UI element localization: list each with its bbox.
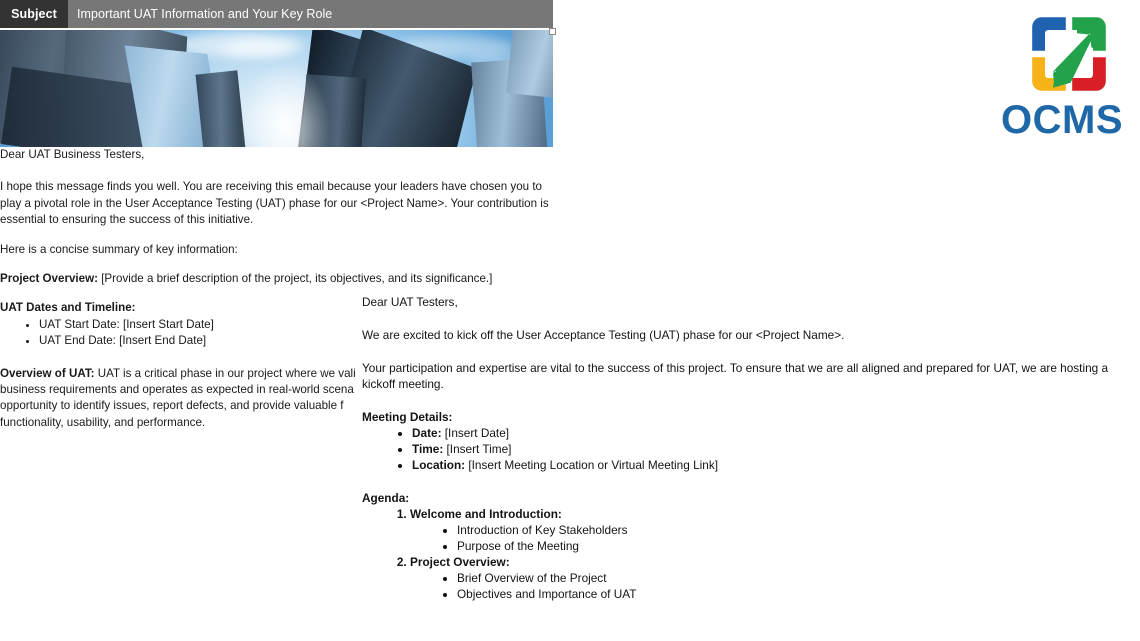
left-overview-text-1: UAT is a critical phase in our project where we vali <box>94 366 356 380</box>
agenda-sublist <box>410 522 1140 554</box>
agenda-heading-text: Agenda: <box>362 491 410 505</box>
meeting-date-label: Date: <box>412 426 442 440</box>
building-shape <box>506 30 553 99</box>
subject-label: Subject <box>0 0 68 28</box>
list-item <box>412 425 1140 441</box>
left-project-overview-label: Project Overview: <box>0 272 98 286</box>
left-paragraph-1: I hope this message finds you well. You are receiving this email because your leaders have chosen you to play a pivotal role in the User Acceptance Testing (UAT) phase for our <Project Name>. Your contribution is essential to ensuring the success of this initiative. <box>0 180 549 227</box>
right-paragraph-1: We are excited to kick off the User Acceptance Testing (UAT) phase for our <Project Name>. <box>362 328 845 342</box>
spacer <box>0 258 560 271</box>
spacer <box>362 310 1140 327</box>
agenda-sublist <box>410 570 1140 602</box>
agenda-heading <box>362 490 1140 506</box>
agenda-list <box>362 506 1140 602</box>
list-item: • Purpose of the Meeting <box>457 538 1140 554</box>
image-resize-handle[interactable] <box>549 28 556 35</box>
left-paragraph-2: Here is a concise summary of key information: <box>0 242 238 256</box>
left-overview-label: Overview of UAT: <box>0 366 95 380</box>
left-dates-heading-text: UAT Dates and Timeline: <box>0 301 136 315</box>
list-item <box>412 441 1140 457</box>
right-greeting: Dear UAT Testers, <box>362 295 458 309</box>
skyscraper-banner-image[interactable] <box>0 30 553 147</box>
spacer <box>362 343 1140 360</box>
ocms-square-arrow-mark-icon <box>1029 14 1109 94</box>
email-subject-bar <box>0 0 553 28</box>
left-overview-line-4: functionality, usability, and performance. <box>0 415 206 429</box>
list-item: • UAT End Date: [Insert End Date] <box>39 333 560 349</box>
spacer <box>362 473 1140 490</box>
right-email-body <box>362 290 1140 602</box>
meeting-details-list <box>362 425 1140 473</box>
list-item: • UAT Start Date: [Insert Start Date] <box>39 317 560 333</box>
agenda-item-title: Welcome and Introduction: <box>410 507 562 521</box>
meeting-location-label: Location: <box>412 458 466 472</box>
ocms-logo <box>992 14 1132 146</box>
meeting-time-value: [Insert Time] <box>443 442 512 456</box>
meeting-location-value: [Insert Meeting Location or Virtual Meeting Link] <box>465 458 718 472</box>
left-project-overview <box>0 271 560 287</box>
spacer <box>362 392 1140 409</box>
subject-value[interactable]: Important UAT Information and Your Key Role <box>68 0 553 28</box>
meeting-date-value: [Insert Date] <box>441 426 510 440</box>
spacer <box>0 229 560 242</box>
list-item: • Brief Overview of the Project <box>457 570 1140 586</box>
sun-glare <box>240 30 330 147</box>
meeting-time-label: Time: <box>412 442 444 456</box>
right-meeting-details-heading <box>362 409 1140 425</box>
list-item: • Objectives and Importance of UAT <box>457 586 1140 602</box>
agenda-item <box>410 506 1140 554</box>
left-overview-line-2: business requirements and operates as expected in real-world scena <box>0 383 354 397</box>
list-item: • Introduction of Key Stakeholders <box>457 522 1140 538</box>
left-greeting: Dear UAT Business Testers, <box>0 148 145 161</box>
agenda-item-title: Project Overview: <box>410 555 510 569</box>
right-paragraph-2: Your participation and expertise are vital to the success of this project. To ensure that we are all aligned and prepared for UAT, we are hosting a kickoff meeting. <box>362 361 1109 391</box>
agenda-item <box>410 554 1140 602</box>
meeting-details-heading-text: Meeting Details: <box>362 410 453 424</box>
list-item <box>412 457 1140 473</box>
left-overview-line-3: opportunity to identify issues, report defects, and provide valuable f <box>0 399 344 413</box>
left-project-overview-text: [Provide a brief description of the project, its objectives, and its significance.] <box>101 272 493 286</box>
ocms-wordmark: OCMS <box>1001 98 1123 142</box>
spacer <box>0 163 560 179</box>
